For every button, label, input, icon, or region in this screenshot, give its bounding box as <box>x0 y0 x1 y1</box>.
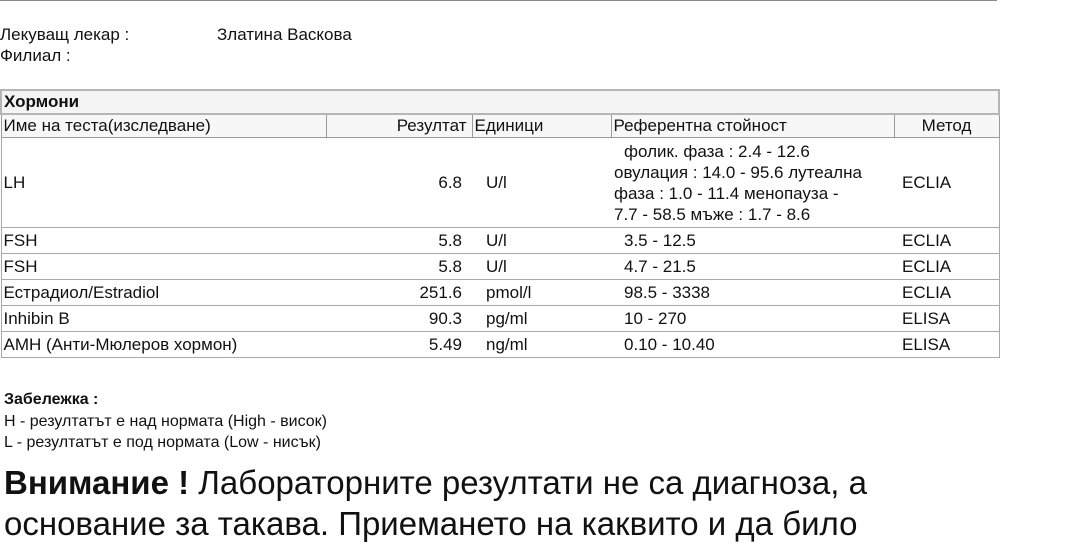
result-cell: 5.8 <box>326 228 472 254</box>
reference-line: овулация : 14.0 - 95.6 лутеална <box>614 162 862 182</box>
units-cell: U/l <box>472 254 611 280</box>
test-name-cell: АМН (Анти-Мюлеров хормон) <box>1 332 326 358</box>
units-cell: ng/ml <box>472 332 611 358</box>
table-row <box>1 254 999 280</box>
warning-line-1 <box>4 462 1074 503</box>
column-header-result: Резултат <box>326 114 472 138</box>
method-cell: ELISA <box>894 332 999 358</box>
units-cell: U/l <box>472 228 611 254</box>
table-row <box>1 228 999 254</box>
hormones-results-table <box>0 89 1000 358</box>
method-cell: ECLIA <box>894 254 999 280</box>
reference-cell: 4.7 - 21.5 <box>611 254 894 280</box>
test-name-cell: FSH <box>1 228 326 254</box>
top-divider <box>0 0 997 1</box>
reference-cell: 10 - 270 <box>611 306 894 332</box>
column-header-row <box>1 114 999 138</box>
result-cell: 6.8 <box>326 138 472 228</box>
units-cell: U/l <box>472 138 611 228</box>
reference-cell <box>611 138 894 228</box>
test-name-cell: Естрадиол/Estradiol <box>1 280 326 306</box>
result-cell: 5.8 <box>326 254 472 280</box>
section-header-row <box>1 90 999 114</box>
table-row <box>1 306 999 332</box>
reference-cell: 98.5 - 3338 <box>611 280 894 306</box>
table-row <box>1 332 999 358</box>
reference-line: 7.7 - 58.5 мъже : 1.7 - 8.6 <box>614 204 811 224</box>
column-header-units: Единици <box>472 114 611 138</box>
test-name-cell: Inhibin B <box>1 306 326 332</box>
treating-doctor-row <box>0 24 352 46</box>
branch-label: Филиал : <box>0 46 71 65</box>
note-block <box>4 389 327 454</box>
result-cell: 90.3 <box>326 306 472 332</box>
column-header-reference: Референтна стойност <box>611 114 894 138</box>
note-line-low: L - резултатът е под нормата (Low - нисък) <box>4 434 321 451</box>
branch-row <box>0 45 217 67</box>
reference-cell: 3.5 - 12.5 <box>611 228 894 254</box>
test-name-cell: LH <box>1 138 326 228</box>
warning-line-2: основание за такава. Приемането на каквито и да било <box>4 505 858 542</box>
method-cell: ECLIA <box>894 228 999 254</box>
warning-line-1-rest: Лабораторните резултати не са диагноза, а <box>189 464 867 501</box>
note-title: Забележка : <box>4 391 99 408</box>
reference-line: фолик. фаза : 2.4 - 12.6 <box>624 141 810 161</box>
note-line-high: H - резултатът е над нормата (High - висок) <box>4 412 327 430</box>
reference-line: фаза : 1.0 - 11.4 менопауза - <box>614 183 839 203</box>
method-cell: ELISA <box>894 306 999 332</box>
section-title: Хормони <box>1 90 999 114</box>
table-row <box>1 280 999 306</box>
column-header-method: Метод <box>894 114 999 138</box>
table-row <box>1 138 999 228</box>
treating-doctor-label: Лекуващ лекар : <box>0 25 130 44</box>
result-cell: 5.49 <box>326 332 472 358</box>
warning-text <box>4 462 1074 544</box>
column-header-test-name: Име на теста(изследване) <box>1 114 326 138</box>
method-cell: ECLIA <box>894 280 999 306</box>
method-cell: ECLIA <box>894 138 999 228</box>
reference-cell: 0.10 - 10.40 <box>611 332 894 358</box>
units-cell: pg/ml <box>472 306 611 332</box>
treating-doctor-value: Златина Васкова <box>217 25 352 44</box>
result-cell: 251.6 <box>326 280 472 306</box>
test-name-cell: FSH <box>1 254 326 280</box>
warning-strong: Внимание ! <box>4 464 190 501</box>
units-cell: pmol/l <box>472 280 611 306</box>
